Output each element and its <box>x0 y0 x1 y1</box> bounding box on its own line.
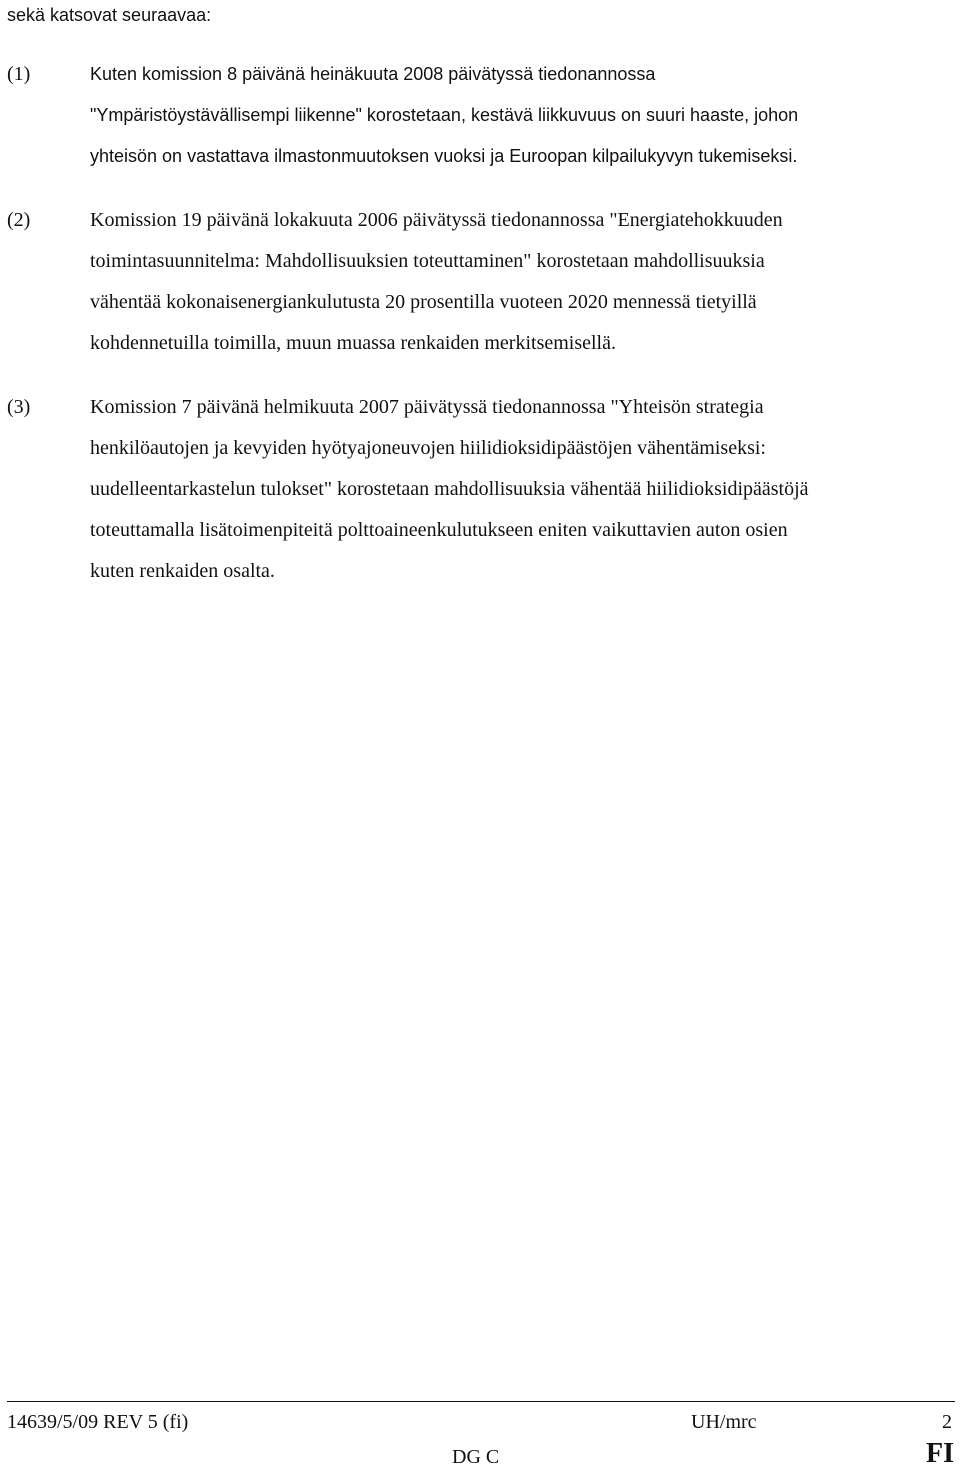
recital-line: toteuttamalla lisätoimenpiteitä polttoaineenkulutukseen eniten vaikuttavien auton osien <box>90 519 788 541</box>
intro-text: sekä katsovat seuraavaa: <box>7 5 212 25</box>
footer-initials: UH/mrc <box>691 1411 757 1433</box>
recital-number: (2) <box>7 209 31 231</box>
footer-page-number: 2 <box>942 1411 952 1433</box>
recital-text <box>90 387 952 592</box>
recital-line: uudelleentarkastelun tulokset" korostetaan mahdollisuuksia vähentää hiilidioksidipäästöjä <box>90 478 809 500</box>
recital-number: (1) <box>7 63 31 85</box>
recital-text <box>90 54 952 177</box>
footer-directorate: DG C <box>452 1446 500 1468</box>
recital-line: yhteisön on vastattava ilmastonmuutoksen vuoksi ja Euroopan kilpailukyvyn tukemiseksi. <box>90 146 798 166</box>
recital-line: Komission 7 päivänä helmikuuta 2007 päivätyssä tiedonannossa "Yhteisön strategia <box>90 396 764 418</box>
recital-line: vähentää kokonaisenergiankulutusta 20 prosentilla vuoteen 2020 mennessä tietyillä <box>90 291 757 313</box>
footer-language: FI <box>926 1438 954 1469</box>
recital-line: toimintasuunnitelma: Mahdollisuuksien toteuttaminen" korostetaan mahdollisuuksia <box>90 250 765 272</box>
footer-reference: 14639/5/09 REV 5 (fi) <box>7 1411 189 1433</box>
recital-line: kohdennetuilla toimilla, muun muassa renkaiden merkitsemisellä. <box>90 332 616 354</box>
recital-line: Komission 19 päivänä lokakuuta 2006 päivätyssä tiedonannossa "Energiatehokkuuden <box>90 209 783 231</box>
recital-line: kuten renkaiden osalta. <box>90 560 275 582</box>
recital-line: henkilöautojen ja kevyiden hyötyajoneuvojen hiilidioksidipäästöjen vähentämiseksi: <box>90 437 766 459</box>
recital-line: "Ympäristöystävällisempi liikenne" korostetaan, kestävä liikkuvuus on suuri haaste, johon <box>90 105 799 125</box>
footer-divider <box>7 1401 955 1402</box>
recital-text <box>90 200 952 364</box>
recital-line: Kuten komission 8 päivänä heinäkuuta 2008 päivätyssä tiedonannossa <box>90 64 656 84</box>
recital-number: (3) <box>7 396 31 418</box>
